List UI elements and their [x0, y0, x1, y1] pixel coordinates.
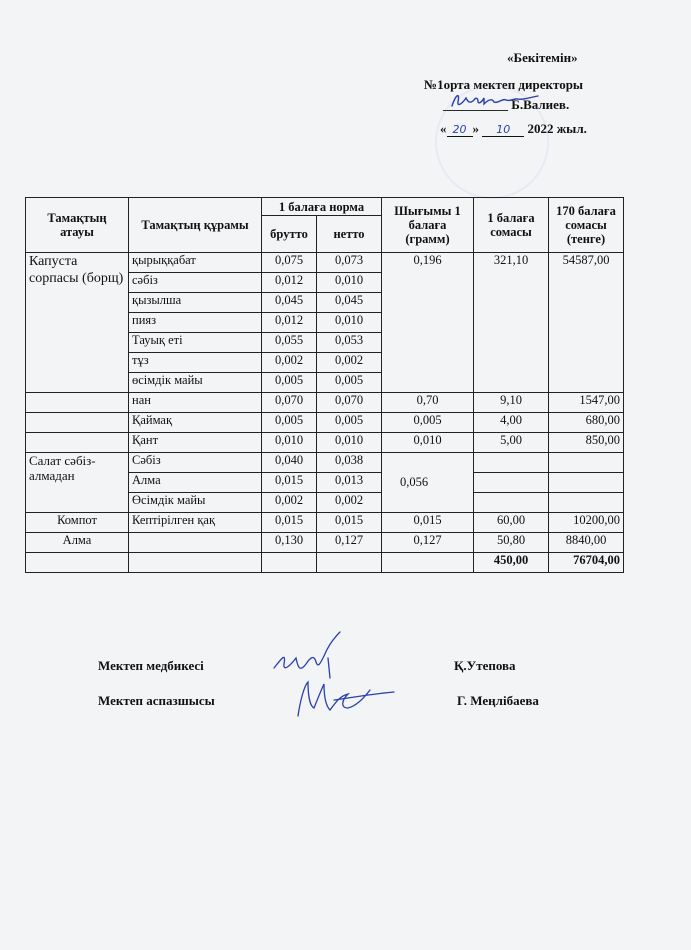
netto-value: 0,010: [317, 273, 382, 293]
ingredient-name: қызылша: [129, 293, 262, 313]
netto-value: 0,002: [317, 493, 382, 513]
director-signature-line: __________ Б.Валиев.: [443, 97, 570, 112]
table-row: [26, 253, 624, 273]
netto-value: 0,002: [317, 353, 382, 373]
cost-per-child-value: 4,00: [474, 413, 549, 433]
brutto-value: 0,002: [262, 493, 317, 513]
header-food-name: Тамақтың атауы: [26, 198, 129, 253]
cook-name: Г. Меңлібаева: [457, 693, 539, 708]
yield-value: 0,015: [382, 513, 474, 533]
brutto-value: 0,040: [262, 453, 317, 473]
table-row: [26, 533, 624, 553]
salad-yield: 0,056: [382, 453, 474, 513]
table-row: [26, 413, 624, 433]
kompot-name: Компот: [26, 513, 129, 533]
brutto-value: 0,012: [262, 273, 317, 293]
borsch-name: Капуста сорпасы (борщ): [26, 253, 129, 393]
total-cost-per-child: 450,00: [474, 553, 549, 573]
ingredient-name: Тауық еті: [129, 333, 262, 353]
table-row: [26, 393, 624, 413]
header-netto: нетто: [317, 216, 382, 253]
brutto-value: 0,002: [262, 353, 317, 373]
netto-value: 0,127: [317, 533, 382, 553]
borsch-cost-per-child: 321,10: [474, 253, 549, 393]
header-yield: Шығымы 1 балаға (грамм): [382, 198, 474, 253]
table-row: [26, 453, 624, 473]
brutto-value: 0,015: [262, 513, 317, 533]
yield-value: 0,70: [382, 393, 474, 413]
cost-per-child-value: 60,00: [474, 513, 549, 533]
brutto-value: 0,005: [262, 413, 317, 433]
item-name: нан: [129, 393, 262, 413]
netto-value: 0,038: [317, 453, 382, 473]
header-row-1: [26, 198, 624, 216]
ingredient-name: сәбіз: [129, 273, 262, 293]
cost-total-value: 850,00: [549, 433, 624, 453]
netto-value: 0,010: [317, 313, 382, 333]
nurse-role: Мектеп медбикесі: [98, 658, 204, 673]
brutto-value: 0,130: [262, 533, 317, 553]
brutto-value: 0,075: [262, 253, 317, 273]
cost-total-value: 8840,00: [549, 533, 624, 553]
borsch-yield: 0,196: [382, 253, 474, 393]
ingredient-name: Алма: [129, 473, 262, 493]
cook-role: Мектеп аспазшысы: [98, 693, 215, 708]
brutto-value: 0,012: [262, 313, 317, 333]
date-month: 10: [482, 123, 524, 137]
cost-per-child-value: 5,00: [474, 433, 549, 453]
item-name: Қаймақ: [129, 413, 262, 433]
brutto-value: 0,045: [262, 293, 317, 313]
approval-position: №1орта мектеп директоры: [424, 77, 584, 92]
borsch-cost-total: 54587,00: [549, 253, 624, 393]
netto-value: 0,053: [317, 333, 382, 353]
cook-signature: [290, 672, 400, 724]
cost-total-value: 680,00: [549, 413, 624, 433]
brutto-value: 0,010: [262, 433, 317, 453]
ingredient-name: Сәбіз: [129, 453, 262, 473]
date-day: 20: [447, 123, 473, 137]
item-name: Қант: [129, 433, 262, 453]
cost-per-child-value: 9,10: [474, 393, 549, 413]
table-row: [26, 513, 624, 533]
cost-total-value: 10200,00: [549, 513, 624, 533]
header-brutto: брутто: [262, 216, 317, 253]
brutto-value: 0,005: [262, 373, 317, 393]
nurse-name: Қ.Утепова: [454, 658, 516, 673]
ingredient-name: тұз: [129, 353, 262, 373]
netto-value: 0,015: [317, 513, 382, 533]
ingredient-name: қырыққабат: [129, 253, 262, 273]
ingredient-name: өсімдік майы: [129, 373, 262, 393]
apple-name: Алма: [26, 533, 129, 553]
netto-value: 0,005: [317, 413, 382, 433]
netto-value: 0,005: [317, 373, 382, 393]
netto-value: 0,013: [317, 473, 382, 493]
director-signature: [448, 88, 548, 114]
header-composition: Тамақтың құрамы: [129, 198, 262, 253]
cost-total-value: 1547,00: [549, 393, 624, 413]
table-row: [26, 433, 624, 453]
netto-value: 0,073: [317, 253, 382, 273]
ingredient-name: пияз: [129, 313, 262, 333]
netto-value: 0,070: [317, 393, 382, 413]
netto-value: 0,010: [317, 433, 382, 453]
brutto-value: 0,055: [262, 333, 317, 353]
menu-table: [25, 197, 624, 573]
yield-value: 0,005: [382, 413, 474, 433]
ingredient-name: Өсімдік майы: [129, 493, 262, 513]
header-cost-per-child: 1 балаға сомасы: [474, 198, 549, 253]
cost-per-child-value: 50,80: [474, 533, 549, 553]
approval-date: « 20 » 10 2022 жыл.: [440, 121, 587, 136]
brutto-value: 0,015: [262, 473, 317, 493]
total-cost-total: 76704,00: [549, 553, 624, 573]
yield-value: 0,127: [382, 533, 474, 553]
header-cost-total: 170 балаға сомасы (тенге): [549, 198, 624, 253]
yield-value: 0,010: [382, 433, 474, 453]
totals-row: [26, 553, 624, 573]
brutto-value: 0,070: [262, 393, 317, 413]
salad-name: Салат сәбіз-алмадан: [26, 453, 129, 513]
netto-value: 0,045: [317, 293, 382, 313]
approval-title: «Бекітемін»: [507, 50, 578, 65]
ingredient-name: Кептірілген қақ: [129, 513, 262, 533]
header-norm-group: 1 балаға норма: [262, 198, 382, 216]
